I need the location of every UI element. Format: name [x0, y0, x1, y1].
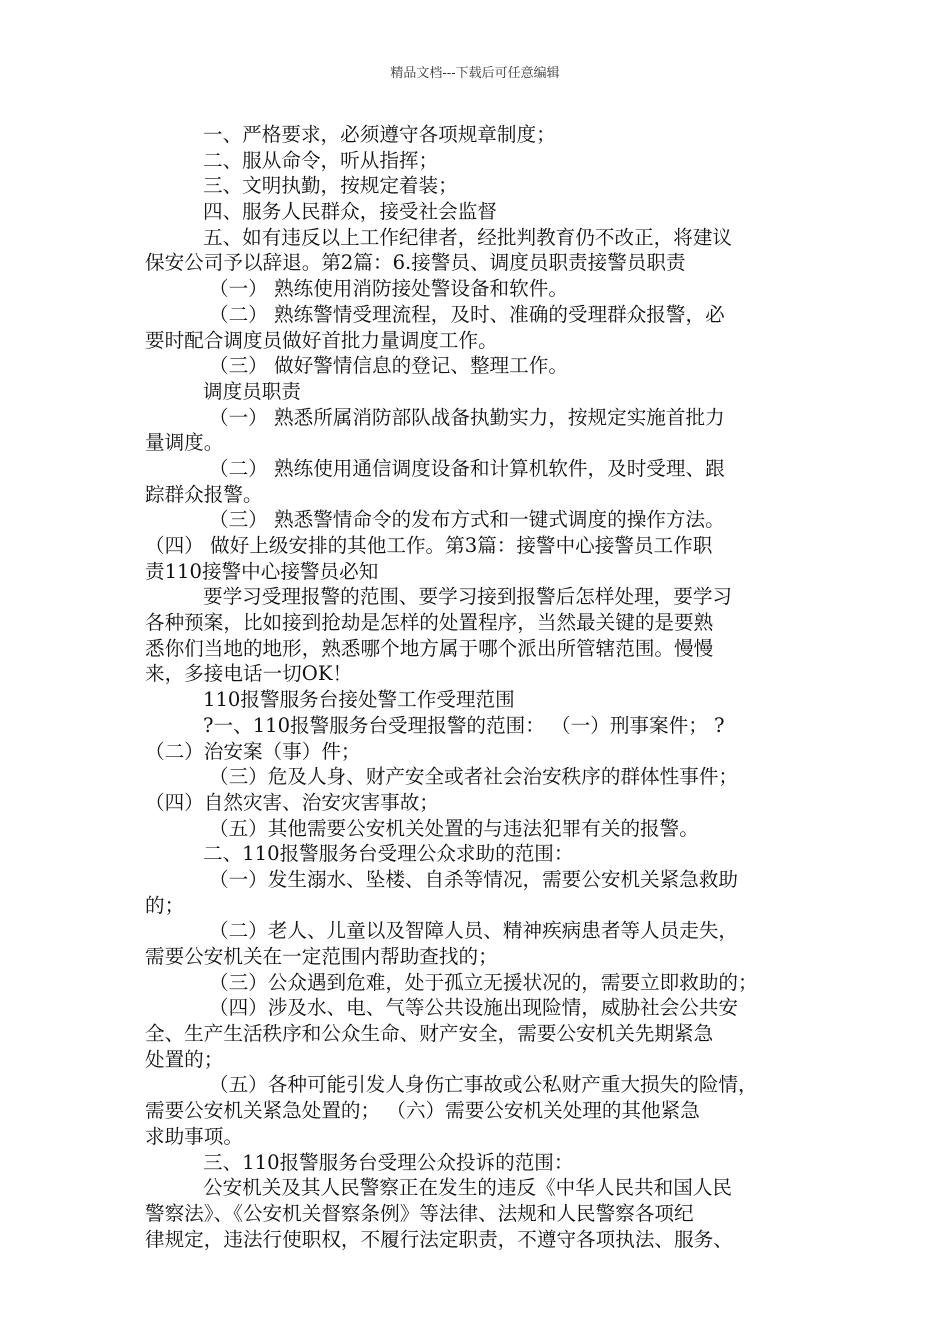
text-line: （一）发生溺水、坠楼、自杀等情况，需要公安机关紧急救助 [209, 867, 739, 891]
text-line: 要学习受理报警的范围、要学习接到报警后怎样处理，要学习 [203, 585, 733, 609]
text-line: 来，多接电话一切OK！ [145, 662, 353, 686]
text-line: （四）自然灾害、治安灾害事故； [145, 790, 439, 814]
text-line: 需要公安机关在一定范围内帮助查找的； [145, 945, 498, 968]
text-line: （四）涉及水、电、气等公共设施出现险情，威胁社会公共安 [209, 996, 739, 1020]
text-line: （五）各种可能引发人身伤亡事故或公私财产重大损失的险情， [209, 1073, 758, 1097]
page-header: 精品文档---下载后可任意编辑 [390, 66, 560, 81]
text-line: 三、110报警服务台受理公众投诉的范围： [203, 1150, 574, 1174]
text-line: （一） 熟悉所属消防部队战备执勤实力，按规定实施首批力 [209, 405, 725, 429]
text-line: 踪群众报警。 [145, 482, 263, 506]
text-line: 调度员职责 [203, 379, 301, 403]
text-line: 律规定，违法行使职权，不履行法定职责，不遵守各项执法、服务、 [145, 1227, 733, 1251]
text-line: （三） 做好警情信息的登记、整理工作。 [209, 354, 568, 378]
text-line: 五、如有违反以上工作纪律者，经批判教育仍不改正，将建议 [203, 225, 733, 249]
text-line: 全、生产生活秩序和公众生命、财产安全，需要公安机关先期紧急 [145, 1022, 714, 1046]
text-line: （四） 做好上级安排的其他工作。第3篇：接警中心接警员工作职 [145, 534, 713, 557]
document-body [145, 122, 825, 1252]
text-line: 需要公安机关紧急处置的； （六）需要公安机关处理的其他紧急 [145, 1099, 700, 1123]
text-line: 要时配合调度员做好首批力量调度工作。 [145, 328, 498, 352]
text-line: （三）公众遇到危难，处于孤立无援状况的，需要立即救助的； [209, 970, 758, 994]
text-line: ?一、110报警服务台受理报警的范围： （一）刑事案件； ? [203, 713, 725, 737]
text-line: 二、服从命令，听从指挥； [203, 148, 439, 172]
text-line: 一、严格要求，必须遵守各项规章制度； [203, 123, 556, 146]
text-line: （二） 熟练警情受理流程，及时、准确的受理群众报警，必 [209, 302, 725, 326]
text-line: 悉你们当地的地形，熟悉哪个地方属于哪个派出所管辖范围。慢慢 [145, 636, 714, 660]
text-line: 110报警服务台接处警工作受理范围 [203, 688, 515, 712]
text-line: 三、文明执勤，按规定着装； [203, 174, 458, 198]
text-line: （一） 熟练使用消防接处警设备和软件。 [209, 277, 568, 301]
text-line: 各种预案，比如接到抢劫是怎样的处置程序，当然最关键的是要熟 [145, 611, 714, 635]
text-line: （三）危及人身、财产安全或者社会治安秩序的群体性事件； [209, 765, 739, 789]
text-line: 求助事项。 [145, 1124, 243, 1148]
text-line: 量调度。 [145, 431, 224, 455]
text-line: 警察法》、《公安机关督察条例》等法律、法规和人民警察各项纪 [145, 1201, 694, 1225]
text-line: 责110接警中心接警员必知 [145, 559, 379, 583]
text-line: 二、110报警服务台受理公众求助的范围： [203, 842, 574, 866]
text-line: 的； [145, 893, 185, 917]
text-line: 公安机关及其人民警察正在发生的违反《中华人民共和国人民 [203, 1176, 733, 1200]
text-line: （二） 熟练使用通信调度设备和计算机软件，及时受理、跟 [209, 456, 725, 480]
text-line: 四、服务人民群众，接受社会监督 [203, 200, 497, 224]
text-line: （五）其他需要公安机关处置的与违法犯罪有关的报警。 [209, 816, 699, 840]
text-line: 处置的； [145, 1047, 224, 1071]
text-line: （二）老人、儿童以及智障人员、精神疾病患者等人员走失， [209, 919, 739, 943]
text-line: （三） 熟悉警情命令的发布方式和一键式调度的操作方法。 [209, 508, 725, 532]
text-line: （二）治安案（事）件； [145, 739, 361, 763]
text-line: 保安公司予以辞退。第2篇：6.接警员、调度员职责接警员职责 [145, 251, 686, 275]
